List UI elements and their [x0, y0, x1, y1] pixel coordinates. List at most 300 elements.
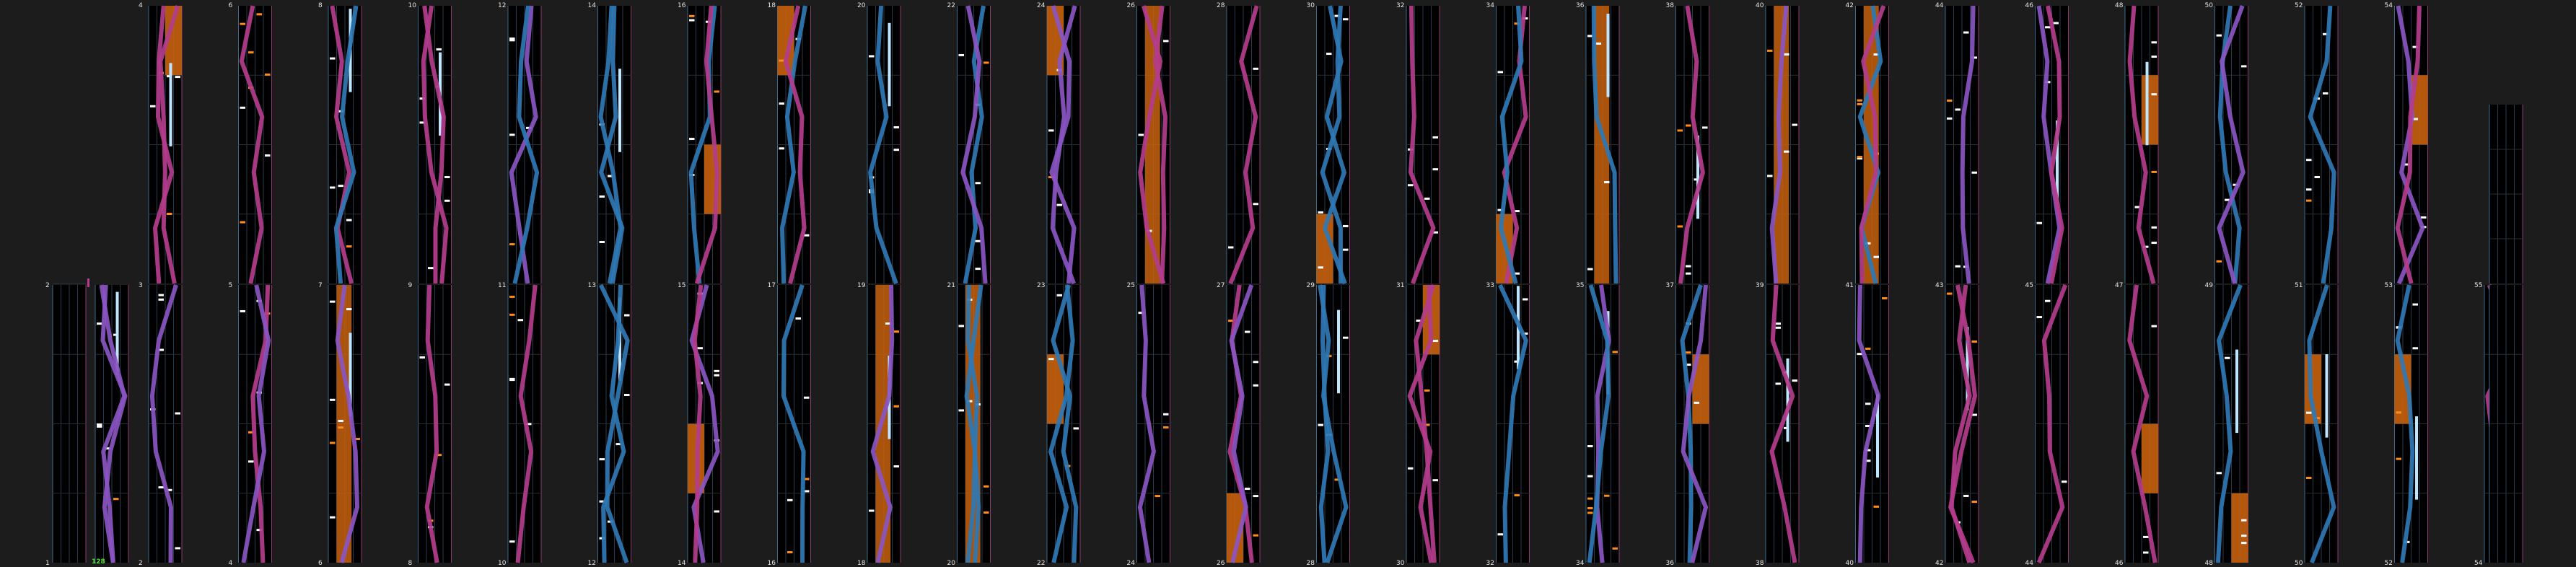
measure-number: 4 [139, 2, 143, 9]
step-note [1767, 50, 1773, 52]
measure-column [2305, 285, 2338, 563]
step-note [346, 245, 352, 247]
step-note [159, 486, 165, 488]
measure-column [328, 285, 362, 563]
measure-number: 20 [947, 560, 955, 567]
measure-number: 25 [1126, 282, 1135, 289]
step-note [1318, 266, 1324, 268]
hold-note [2415, 416, 2418, 500]
measure-column [1766, 285, 1799, 563]
measure-column [1137, 285, 1170, 563]
step-note [330, 399, 336, 401]
step-note [1604, 181, 1610, 183]
step-note [509, 540, 515, 542]
measure-number: 16 [767, 560, 776, 567]
step-note [1784, 53, 1789, 56]
measure-number: 40 [1845, 560, 1854, 567]
measure-column [867, 285, 901, 563]
step-note [240, 221, 246, 224]
step-note [159, 299, 165, 301]
step-note [1963, 32, 1969, 34]
step-note [2421, 216, 2427, 219]
step-note [1947, 293, 1953, 295]
step-note [437, 48, 442, 50]
measure-number: 52 [2384, 560, 2393, 567]
step-note [1424, 390, 1430, 392]
step-note [509, 296, 515, 298]
measure-number: 1 [45, 560, 50, 567]
measure-number: 4 [228, 560, 233, 567]
measure-column [2215, 285, 2248, 563]
step-note [509, 243, 515, 245]
measure-column [1945, 285, 1979, 563]
measure-number: 12 [587, 560, 596, 567]
step-note [624, 315, 630, 317]
measure-column [1497, 6, 1530, 284]
step-note [2037, 222, 2043, 224]
measure-column [1586, 6, 1619, 284]
step-note [2225, 357, 2230, 359]
step-note [1048, 358, 1054, 360]
step-note [1498, 533, 1504, 535]
measure-number: 6 [318, 560, 323, 567]
hold-note [2326, 354, 2329, 437]
measure-number: 24 [1126, 560, 1135, 567]
step-note [2306, 159, 2312, 161]
measure-number: 30 [1396, 560, 1405, 567]
measure-column [2489, 285, 2523, 563]
step-note [338, 426, 344, 428]
measure-number: 27 [1217, 282, 1225, 289]
step-note [1318, 211, 1324, 214]
measure-number: 46 [2025, 2, 2033, 9]
measure-column [2305, 6, 2338, 284]
measure-number: 11 [498, 282, 507, 289]
step-note [1155, 495, 1161, 497]
step-note [1587, 445, 1593, 447]
measure-column [149, 6, 182, 284]
step-note [600, 458, 605, 460]
hold-note [2146, 62, 2149, 146]
measure-number: 8 [408, 560, 413, 567]
step-note [2306, 477, 2312, 479]
step-note [330, 58, 336, 60]
measure-column [2125, 285, 2158, 563]
measure-number: 37 [1665, 282, 1674, 289]
measure-number: 28 [1306, 560, 1315, 567]
step-note [1702, 126, 1708, 128]
measure-number: 31 [1396, 282, 1405, 289]
step-note [97, 423, 102, 426]
step-note [976, 268, 981, 270]
step-note [2037, 316, 2043, 318]
measure-column [1676, 285, 1709, 563]
step-note [1408, 467, 1414, 470]
step-note [444, 176, 450, 178]
measure-number: 33 [1486, 282, 1494, 289]
measure-number: 13 [587, 282, 596, 289]
measure-number: 10 [408, 2, 416, 9]
measure-number: 54 [2474, 560, 2483, 567]
step-note [1343, 225, 1349, 227]
measure-number: 46 [2115, 560, 2124, 567]
measure-number: 3 [139, 282, 143, 289]
step-note [338, 185, 344, 187]
step-note [97, 322, 102, 325]
measure-column [598, 6, 631, 284]
step-note [779, 60, 785, 62]
measure-column [419, 285, 452, 563]
step-note [1767, 175, 1773, 177]
measure-number: 32 [1486, 560, 1494, 567]
step-note [2241, 65, 2247, 67]
step-note [1686, 125, 1691, 127]
step-note [1253, 384, 1259, 387]
measure-number: 6 [228, 2, 233, 9]
measure-number: 23 [1037, 282, 1046, 289]
measure-number: 36 [1576, 2, 1585, 9]
step-note [1228, 246, 1234, 248]
measure-number: 53 [2384, 282, 2393, 289]
step-note [2241, 519, 2247, 522]
step-note [2152, 242, 2157, 244]
step-note [1587, 475, 1593, 478]
step-note [240, 310, 246, 312]
measure-number: 20 [857, 2, 866, 9]
step-note [175, 547, 181, 549]
bpm-tick [87, 278, 89, 287]
step-note [97, 426, 102, 428]
step-note [1955, 265, 1961, 268]
step-note [1972, 340, 1978, 343]
step-note [2396, 411, 2402, 413]
step-note [159, 294, 165, 296]
measure-number: 34 [1576, 560, 1585, 567]
step-note [787, 499, 793, 501]
step-note [509, 133, 515, 136]
step-note [1253, 535, 1259, 537]
measure-number: 14 [678, 560, 686, 567]
step-note [428, 267, 434, 269]
measure-number: 32 [1396, 2, 1405, 9]
step-note [983, 485, 989, 488]
step-note [2054, 22, 2059, 24]
step-note [330, 441, 336, 444]
step-note [1408, 184, 1414, 186]
step-note [1343, 18, 1349, 20]
step-note [1326, 53, 1332, 55]
measure-number: 50 [2295, 560, 2303, 567]
step-note [1253, 203, 1259, 205]
measure-column [1676, 6, 1709, 284]
step-note [1057, 204, 1063, 206]
measure-number: 38 [1665, 2, 1674, 9]
step-note [1972, 501, 1978, 503]
step-note [2306, 412, 2312, 414]
step-note [714, 374, 720, 377]
step-note [689, 15, 695, 17]
step-note [1686, 265, 1691, 268]
measure-column [508, 6, 541, 284]
step-note [689, 19, 695, 22]
measure-number: 5 [228, 282, 233, 289]
measure-column [778, 6, 811, 284]
step-note [1955, 108, 1961, 110]
measure-number: 16 [678, 2, 686, 9]
step-note [1596, 43, 1602, 45]
step-note [1139, 134, 1144, 136]
measure-column [328, 6, 362, 284]
step-note [2152, 227, 2157, 229]
measure-number: 15 [678, 282, 686, 289]
freeze-arrow [2142, 424, 2158, 493]
step-note [1163, 426, 1169, 428]
measure-column [149, 285, 182, 563]
step-note [1343, 249, 1349, 251]
measure-number: 10 [498, 560, 507, 567]
measure-number: 42 [1845, 2, 1854, 9]
step-note [265, 154, 271, 157]
measure-number: 44 [2025, 560, 2033, 567]
step-note [1318, 424, 1324, 426]
measure-number: 43 [1935, 282, 1944, 289]
step-note [518, 319, 524, 321]
measure-column [688, 6, 721, 284]
step-note [1587, 498, 1593, 500]
step-note [1776, 322, 1782, 325]
step-note [894, 465, 900, 467]
step-note [240, 107, 246, 109]
step-note [2062, 480, 2067, 483]
step-note [959, 409, 965, 411]
measure-column [1406, 285, 1440, 563]
measure-number: 49 [2204, 282, 2213, 289]
measure-number: 29 [1306, 282, 1315, 289]
measure-column [508, 285, 541, 563]
step-note [2045, 300, 2051, 302]
measure-number: 48 [2204, 560, 2213, 567]
measure-number: 40 [1756, 2, 1764, 9]
step-note [330, 186, 336, 188]
measure-number: 22 [947, 2, 955, 9]
measure-number: 21 [947, 282, 955, 289]
step-note [1857, 103, 1863, 105]
measure-column [1766, 6, 1799, 284]
step-note [983, 61, 989, 63]
step-note [1613, 351, 1618, 353]
step-note [2217, 472, 2222, 474]
step-note [1587, 268, 1593, 271]
step-note [2306, 188, 2312, 190]
step-note [1253, 361, 1259, 363]
measure-number: 8 [318, 2, 323, 9]
measure-column [2395, 6, 2428, 284]
step-note [1163, 40, 1169, 42]
measure-number: 24 [1037, 2, 1046, 9]
step-note [1433, 479, 1439, 481]
measure-number: 45 [2025, 282, 2033, 289]
step-note [444, 384, 450, 386]
step-note [1784, 151, 1789, 153]
step-note [175, 76, 181, 78]
measure-number: 54 [2384, 2, 2393, 9]
step-note [1253, 495, 1259, 497]
step-note [167, 213, 172, 215]
step-note [1686, 273, 1691, 275]
step-note [248, 51, 254, 53]
measure-number: 42 [1935, 560, 1944, 567]
step-note [1857, 100, 1863, 102]
freeze-arrow [2142, 75, 2158, 144]
measure-number: 17 [767, 282, 776, 289]
step-note [2143, 551, 2149, 553]
step-note [804, 397, 810, 399]
step-note [1498, 71, 1504, 73]
measure-number: 50 [2204, 2, 2213, 9]
measure-number: 2 [45, 282, 50, 289]
measure-column [2395, 285, 2428, 563]
step-note [894, 405, 900, 408]
measure-number: 36 [1665, 560, 1674, 567]
step-note [600, 195, 605, 198]
measure-number: 38 [1756, 560, 1764, 567]
step-note [444, 200, 450, 202]
measure-column [95, 285, 128, 563]
step-note [983, 511, 989, 514]
step-note [330, 301, 336, 303]
step-note [698, 347, 704, 349]
step-note [338, 420, 344, 422]
step-note [1613, 548, 1618, 550]
step-note [796, 317, 802, 320]
step-note [1874, 256, 1880, 258]
step-note [1972, 172, 1978, 174]
measure-column [1945, 6, 1979, 284]
step-note [2152, 171, 2157, 173]
step-note [2152, 93, 2157, 95]
measure-column [1586, 285, 1619, 563]
measure-column [1047, 6, 1080, 284]
step-note [2152, 56, 2157, 58]
step-note [330, 517, 336, 519]
measure-number: 47 [2115, 282, 2124, 289]
step-note [976, 182, 981, 184]
hold-note [1607, 14, 1610, 97]
measure-column [239, 6, 272, 284]
measure-number: 30 [1306, 2, 1315, 9]
measure-column [419, 6, 452, 284]
bpm-marker: 128 [92, 558, 105, 566]
step-note [1515, 494, 1520, 496]
measure-column [958, 285, 991, 563]
step-note [1686, 351, 1691, 353]
step-note [346, 219, 352, 221]
step-note [248, 460, 254, 462]
step-note [150, 105, 156, 107]
step-note [1604, 495, 1610, 497]
step-note [714, 370, 720, 372]
measure-column [598, 285, 631, 563]
step-note [869, 509, 875, 511]
step-note [2315, 176, 2321, 178]
step-note [869, 55, 875, 57]
step-note [1792, 379, 1798, 382]
measure-number: 41 [1845, 282, 1854, 289]
step-note [420, 356, 426, 359]
measure-column [778, 285, 811, 563]
step-note [2323, 92, 2329, 94]
step-note [1587, 507, 1593, 509]
measure-column [1406, 6, 1440, 284]
step-note [779, 102, 785, 105]
measure-number: 26 [1217, 560, 1225, 567]
hold-note [1337, 310, 1340, 393]
measure-number: 28 [1217, 2, 1225, 9]
measure-column [53, 285, 86, 563]
step-note [2217, 35, 2222, 37]
measure-column [1497, 285, 1530, 563]
step-note [1694, 402, 1700, 404]
step-note [240, 23, 246, 25]
step-note [2413, 347, 2419, 349]
measure-number: 51 [2295, 282, 2303, 289]
step-note [2217, 260, 2222, 263]
step-note [509, 379, 515, 381]
step-note [689, 138, 695, 140]
hold-note [1787, 359, 1789, 442]
step-note [600, 241, 605, 243]
step-note [779, 147, 785, 149]
step-note [976, 240, 981, 242]
step-note [1163, 413, 1169, 416]
step-note [265, 74, 271, 76]
step-note [894, 149, 900, 151]
step-note [1424, 198, 1430, 200]
step-note [2396, 458, 2402, 460]
measure-number: 35 [1576, 282, 1585, 289]
measure-column [2489, 105, 2523, 284]
step-note [257, 13, 263, 15]
step-note [1947, 118, 1953, 120]
step-note [1874, 506, 1880, 508]
step-note [1245, 488, 1250, 490]
step-note [1433, 168, 1439, 170]
measure-column [1856, 6, 1889, 284]
step-note [1792, 124, 1798, 126]
measure-number: 19 [857, 282, 866, 289]
measure-number: 14 [587, 2, 596, 9]
measure-number: 12 [498, 2, 507, 9]
step-note [1523, 298, 1528, 300]
measure-column [1227, 6, 1260, 284]
step-note [1048, 129, 1054, 131]
measure-column [958, 6, 991, 284]
freeze-arrow [2232, 493, 2248, 563]
step-note [624, 394, 630, 396]
step-note [1882, 297, 1888, 299]
step-note [509, 314, 515, 316]
step-note [1865, 348, 1871, 350]
step-note [894, 330, 900, 333]
step-note [1865, 403, 1871, 405]
measure-column [1317, 285, 1350, 563]
measure-column [2036, 285, 2069, 563]
step-note [2241, 535, 2247, 537]
measure-column [1227, 285, 1260, 563]
step-note [714, 510, 720, 512]
step-note [959, 54, 965, 56]
step-note [1343, 337, 1349, 339]
